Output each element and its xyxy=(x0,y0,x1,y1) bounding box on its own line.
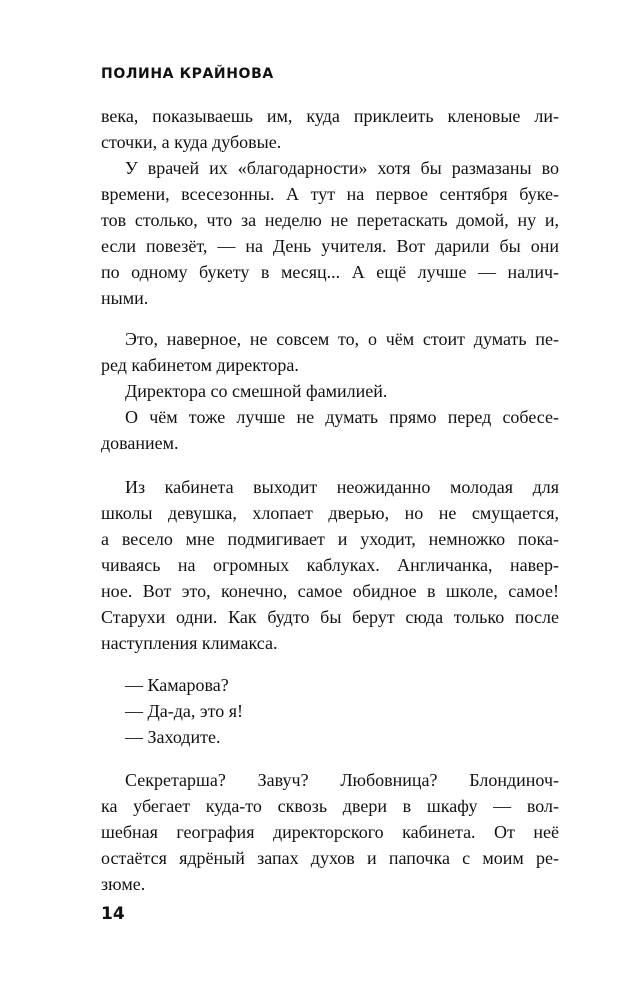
text-line: наступления климакса. xyxy=(101,633,278,653)
text-line: шебная география директорского кабинета. От неё xyxy=(101,822,559,842)
text-line: ными. xyxy=(101,288,149,308)
text-line: если повезёт, — на День учителя. Вот дарили бы они xyxy=(101,236,559,256)
text-line: Секретарша? Завуч? Любовница? Блондиноч- xyxy=(125,770,559,790)
text-block-5 xyxy=(101,767,559,897)
text-line: сточки, а куда дубовые. xyxy=(101,132,282,152)
text-line: Из кабинета выходит неожиданно молодая для xyxy=(125,477,559,497)
text-line: века, показываешь им, куда приклеить кленовые ли- xyxy=(101,106,559,126)
text-line: по одному букету в месяц... А ещё лучше — налич- xyxy=(101,262,559,282)
text-line: зюме. xyxy=(101,874,146,894)
text-line: О чём тоже лучше не думать прямо перед собесе- xyxy=(125,407,559,427)
dialogue-block xyxy=(101,672,559,750)
text-line: а весело мне подмигивает и уходит, немножко пока- xyxy=(101,529,559,549)
text-line: ка убегает куда-то сквозь двери в шкафу — вол- xyxy=(101,796,559,816)
text-line: ное. Вот это, конечно, самое обидное в школе, самое! xyxy=(101,581,559,601)
text-line: Это, наверное, не совсем то, о чём стоит думать пе- xyxy=(125,329,559,349)
text-line: тов столько, что за неделю не перетаскать домой, ну и, xyxy=(101,210,559,230)
text-block-3 xyxy=(101,474,559,656)
text-block-2 xyxy=(101,326,559,456)
text-line: Директора со смешной фамилией. xyxy=(125,381,388,401)
running-head: ПОЛИНА КРАЙНОВА xyxy=(101,66,274,82)
text-line: остаётся ядрёный запах духов и папочка с моим ре- xyxy=(101,848,559,868)
dialogue-line: — Заходите. xyxy=(125,727,221,747)
dialogue-line: — Да-да, это я! xyxy=(125,701,244,721)
text-line: Старухи одни. Как будто бы берут сюда только после xyxy=(101,607,559,627)
text-line: ред кабинетом директора. xyxy=(101,355,299,375)
text-line: школы девушка, хлопает дверью, но не смущается, xyxy=(101,503,559,523)
text-block-1 xyxy=(101,103,559,311)
text-line: дованием. xyxy=(101,433,179,453)
dialogue-line: — Камарова? xyxy=(125,675,229,695)
text-line: чиваясь на огромных каблуках. Англичанка, навер- xyxy=(101,555,559,575)
text-line: времени, всесезонны. А тут на первое сентября буке- xyxy=(101,184,559,204)
text-line: У врачей их «благодарности» хотя бы размазаны во xyxy=(125,158,559,178)
page-number: 14 xyxy=(101,904,125,924)
